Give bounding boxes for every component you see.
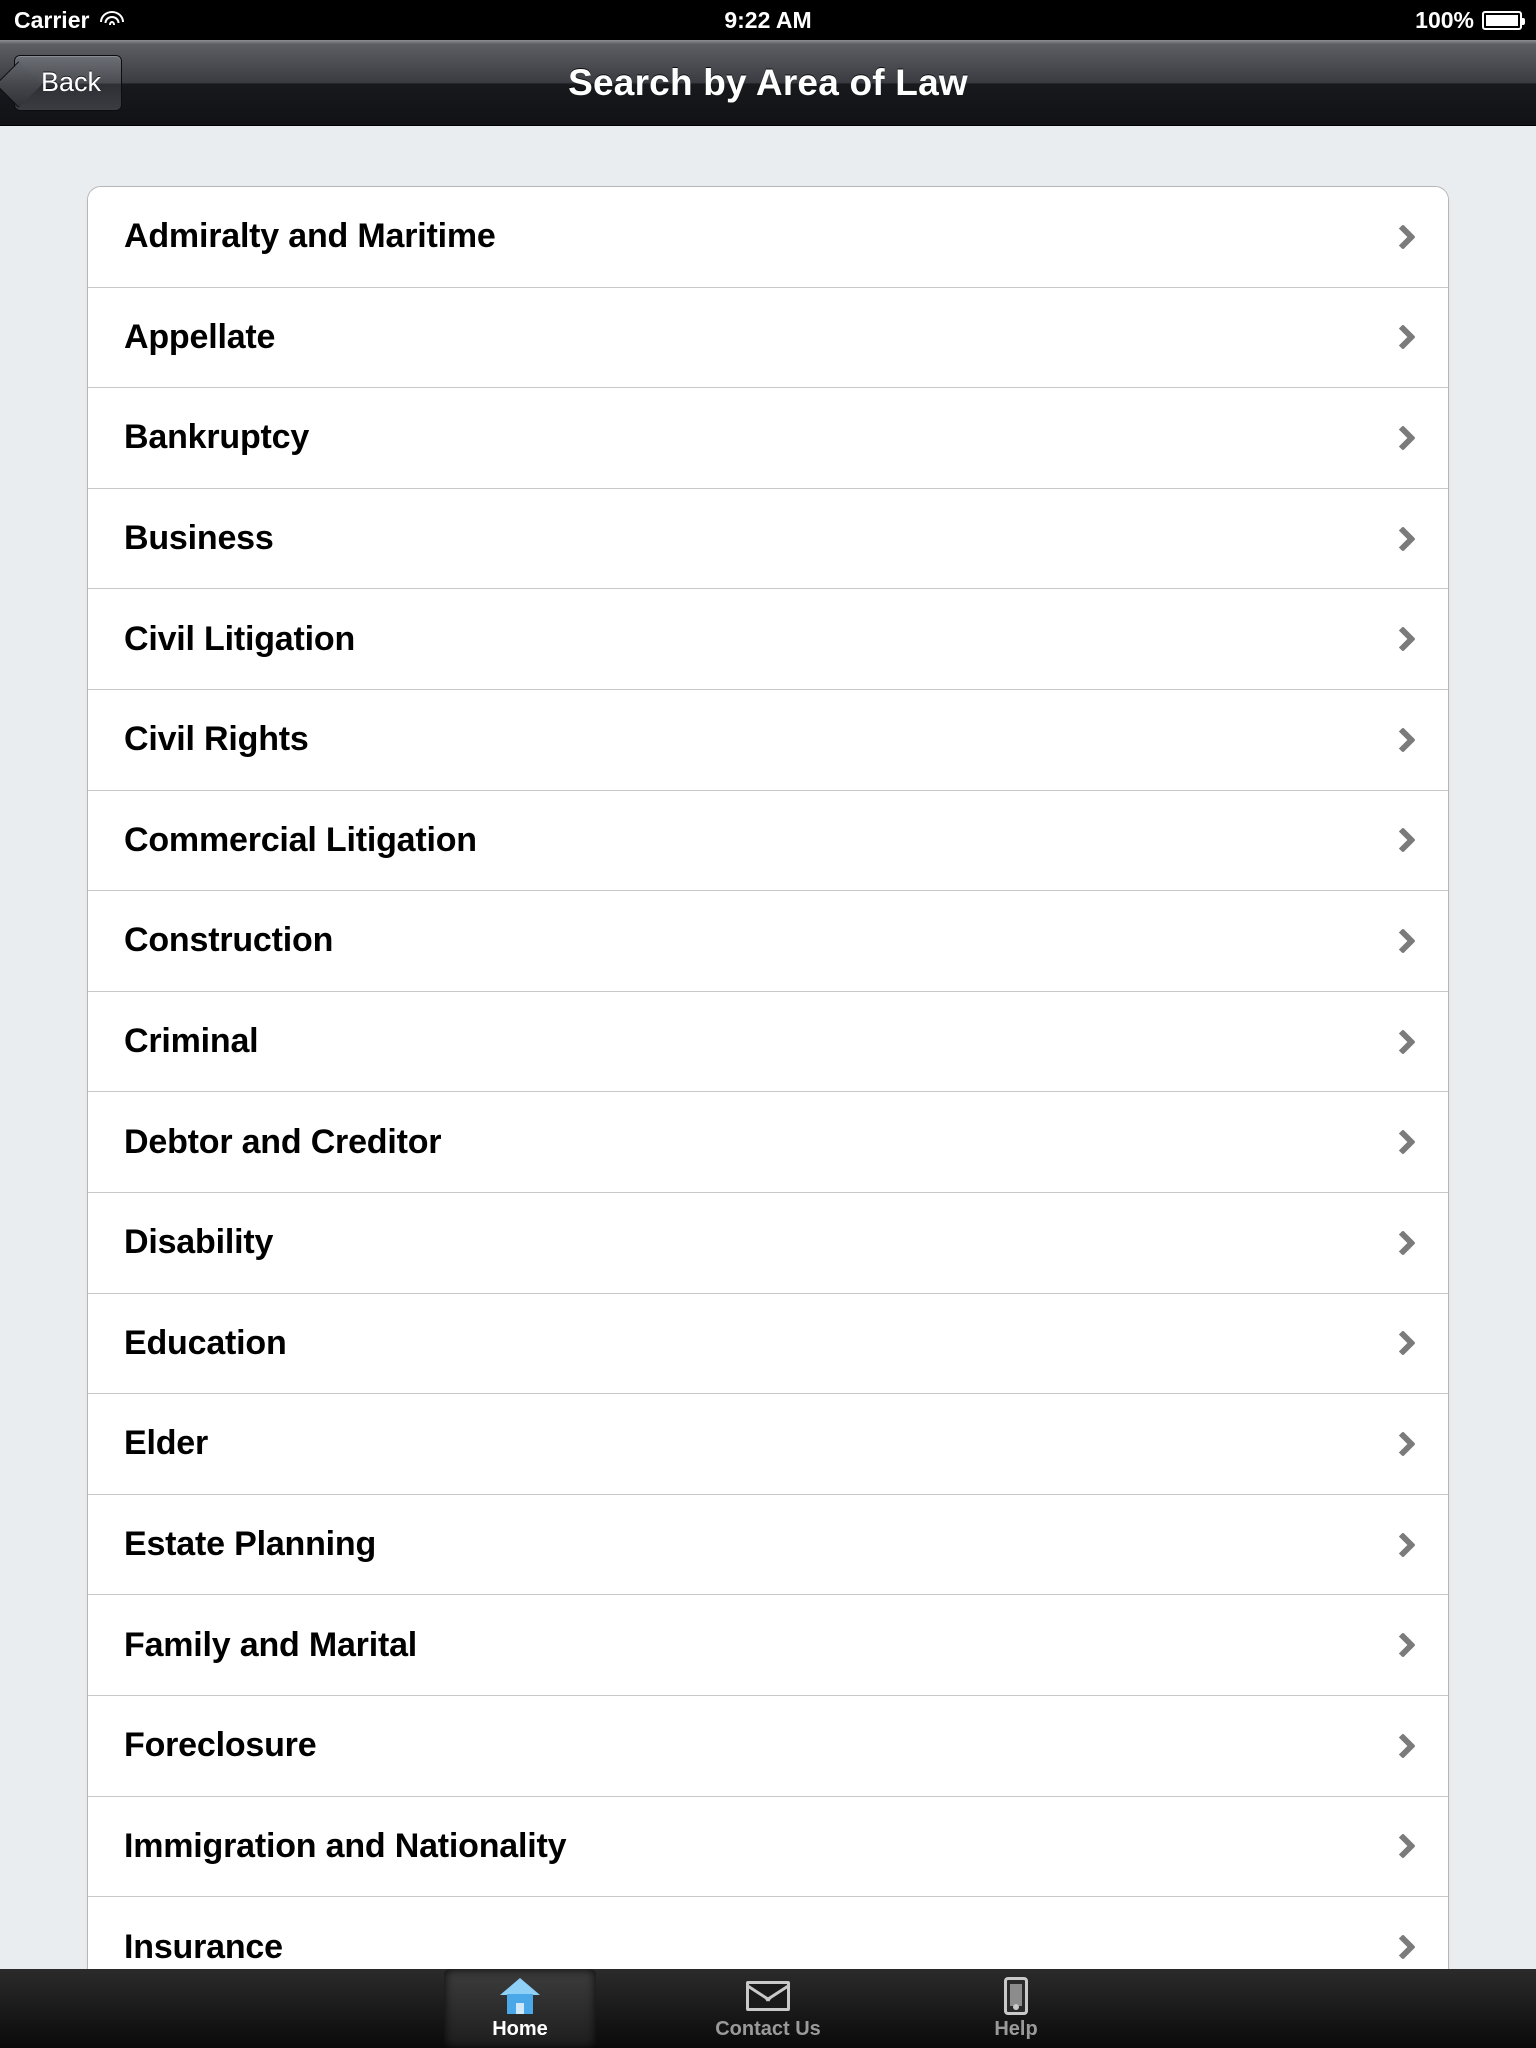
chevron-right-icon [1390,1230,1415,1255]
wifi-icon [99,10,125,30]
chevron-right-icon [1390,727,1415,752]
area-of-law-list [87,186,1449,1969]
tab-bar [0,1969,1536,2048]
chevron-right-icon [1390,1935,1415,1960]
list-item-label: Business [124,519,274,558]
list-item[interactable] [88,992,1448,1093]
list-item[interactable] [88,690,1448,791]
list-item-label: Insurance [124,1927,283,1966]
list-item[interactable] [88,1797,1448,1898]
list-item[interactable] [88,791,1448,892]
list-item-label: Foreclosure [124,1726,317,1765]
battery-percent-label: 100% [1415,6,1474,33]
tab-icon-wrapper [1004,1976,1028,2016]
list-item[interactable] [88,288,1448,389]
list-item[interactable] [88,489,1448,590]
list-item-label: Education [124,1323,287,1362]
list-item-label: Disability [124,1223,274,1262]
chevron-right-icon [1390,626,1415,651]
tab-home[interactable] [444,1969,596,2048]
list-item[interactable] [88,1193,1448,1294]
list-item[interactable] [88,1394,1448,1495]
tab-icon-wrapper [746,1976,790,2016]
back-button-label: Back [41,67,102,97]
list-item[interactable] [88,1495,1448,1596]
chevron-right-icon [1390,425,1415,450]
list-item-label: Immigration and Nationality [124,1826,567,1865]
list-item[interactable] [88,388,1448,489]
scroll-area[interactable] [0,127,1536,1969]
list-item[interactable] [88,187,1448,288]
list-item-label: Construction [124,921,334,960]
list-item-label: Family and Marital [124,1625,418,1664]
chevron-right-icon [1390,1733,1415,1758]
tab-icon-wrapper [499,1976,541,2016]
envelope-icon [746,1981,790,2011]
status-bar-clock: 9:22 AM [724,6,812,33]
tab-label: Home [492,2018,548,2040]
navigation-bar [0,40,1536,126]
list-item-label: Civil Rights [124,720,309,759]
list-item[interactable] [88,1294,1448,1395]
list-item[interactable] [88,1595,1448,1696]
chevron-right-icon [1390,828,1415,853]
page-title: Search by Area of Law [568,61,968,103]
chevron-right-icon [1390,224,1415,249]
tab-contact-us[interactable] [692,1969,844,2048]
chevron-right-icon [1390,325,1415,350]
list-item-label: Appellate [124,317,276,356]
list-item-label: Elder [124,1424,209,1463]
chevron-right-icon [1390,928,1415,953]
phone-icon [1004,1977,1028,2015]
chevron-right-icon [1390,1632,1415,1657]
tab-label: Help [994,2018,1038,2040]
list-item-label: Admiralty and Maritime [124,217,496,256]
list-item-label: Commercial Litigation [124,820,477,859]
status-bar-left [14,7,125,34]
status-bar [0,0,1536,40]
list-item-label: Bankruptcy [124,418,310,457]
list-item[interactable] [88,1897,1448,1969]
status-bar-right [1415,7,1522,34]
list-item-label: Civil Litigation [124,619,356,658]
chevron-right-icon [1390,1431,1415,1456]
list-item-label: Estate Planning [124,1525,377,1564]
tab-help[interactable] [940,1969,1092,2048]
list-item-label: Debtor and Creditor [124,1122,442,1161]
list-item[interactable] [88,1696,1448,1797]
list-item[interactable] [88,1092,1448,1193]
chevron-right-icon [1390,1029,1415,1054]
chevron-right-icon [1390,1129,1415,1154]
chevron-right-icon [1390,1331,1415,1356]
list-item[interactable] [88,589,1448,690]
chevron-right-icon [1390,526,1415,551]
chevron-right-icon [1390,1834,1415,1859]
list-item-label: Criminal [124,1022,259,1061]
battery-icon [1482,11,1522,30]
home-icon [499,1978,541,2014]
chevron-right-icon [1390,1532,1415,1557]
carrier-label: Carrier [14,6,90,33]
tab-label: Contact Us [715,2018,821,2040]
list-item[interactable] [88,891,1448,992]
